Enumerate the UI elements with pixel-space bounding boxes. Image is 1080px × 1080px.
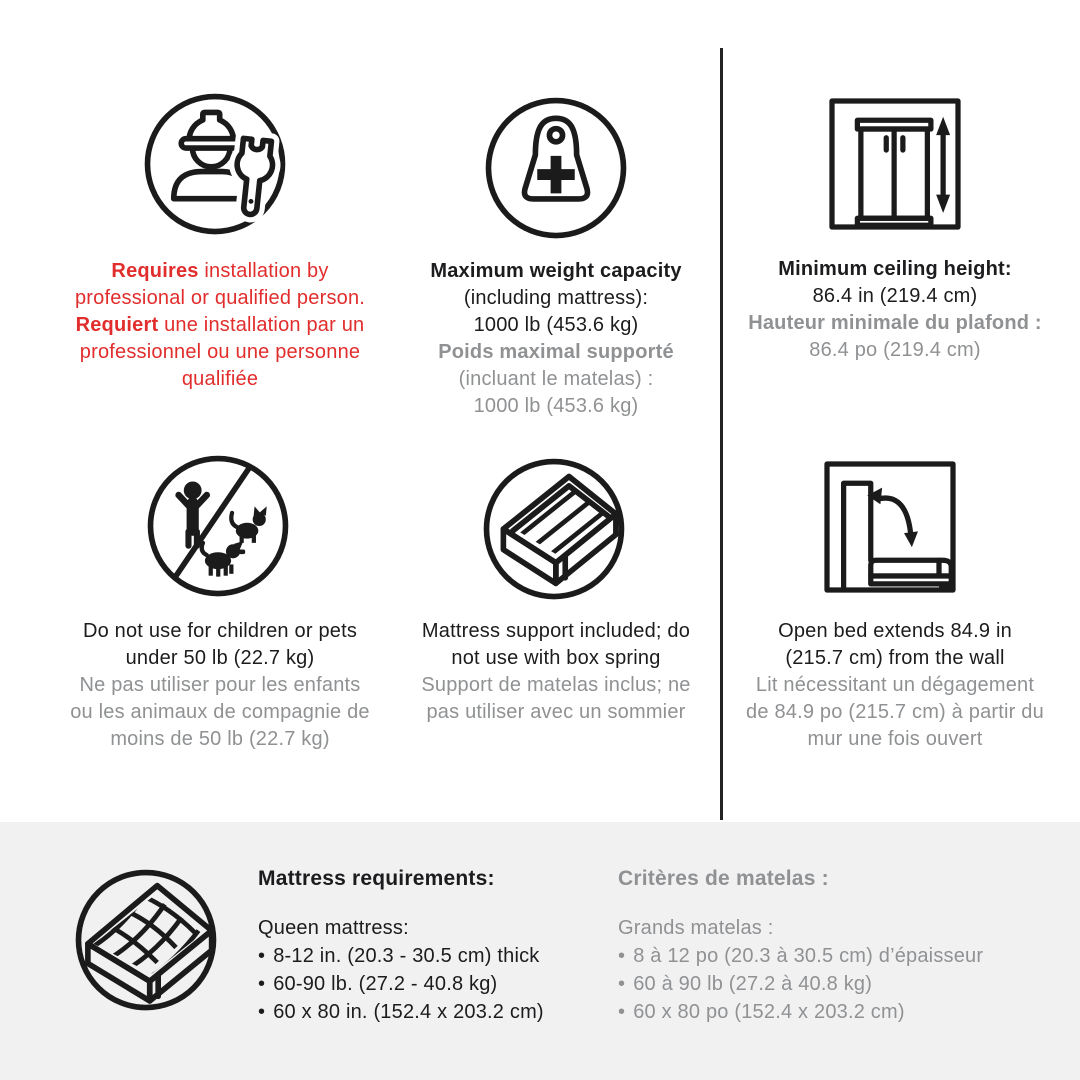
weight-fr-line3: 1000 lb (453.6 kg): [473, 395, 639, 417]
panel-weight-capacity: [384, 258, 728, 420]
mattress-requirements-fr: [618, 866, 1068, 1026]
list-item: [618, 942, 1068, 970]
panel-open-bed: [718, 618, 1072, 753]
install-fr-bold: Requiert: [75, 314, 159, 336]
ceiling-en-line2: 86.4 in (219.4 cm): [812, 285, 978, 307]
support-fr-line1: Support de matelas inclus; ne: [421, 674, 691, 696]
list-item: [258, 942, 608, 970]
openbed-fr-line3: mur une fois ouvert: [807, 728, 983, 750]
openbed-en-line1: Open bed extends 84.9 in: [778, 620, 1012, 642]
children-en-line1: Do not use for children or pets: [82, 620, 358, 642]
children-en-line2: under 50 lb (22.7 kg): [125, 647, 315, 669]
list-item: [618, 970, 1068, 998]
mattress-requirements-list-en: [258, 942, 608, 1026]
requirement-thickness-fr: 8 à 12 po (20.3 à 30.5 cm) d’épaisseur: [633, 945, 984, 967]
install-en-line2: professional or qualified person.: [74, 287, 366, 309]
install-en-line1: installation by: [198, 260, 329, 282]
panel-ceiling-height: [720, 256, 1070, 364]
support-en-line2: not use with box spring: [451, 647, 661, 669]
install-en-bold: Requires: [111, 260, 199, 282]
mattress-requirements-subtitle-en: Queen mattress:: [258, 917, 409, 939]
children-fr-line2: ou les animaux de compagnie de: [70, 701, 370, 723]
weight-plus-icon: [481, 93, 631, 243]
list-item: [258, 998, 608, 1026]
slatted-mattress-support-icon: [479, 454, 629, 604]
support-fr-line2: pas utiliser avec un sommier: [426, 701, 686, 723]
requirement-thickness-en: 8-12 in. (20.3 - 30.5 cm) thick: [273, 945, 540, 967]
no-children-pets-icon: [143, 451, 293, 601]
bullet-glyph: •: [258, 945, 266, 967]
ceiling-fr-line2: 86.4 po (219.4 cm): [809, 339, 981, 361]
mattress-requirements-subtitle-fr: Grands matelas :: [618, 917, 774, 939]
mattress-requirements-section: [0, 822, 1080, 1080]
ceiling-en-title: Minimum ceiling height:: [778, 258, 1012, 280]
list-item: [618, 998, 1068, 1026]
requirement-weight-en: 60-90 lb. (27.2 - 40.8 kg): [273, 973, 498, 995]
worker-wrench-icon: [140, 89, 290, 239]
mattress-requirements-list-fr: [618, 942, 1068, 1026]
bullet-glyph: •: [618, 945, 626, 967]
install-fr-line2: professionnel ou une personne: [79, 341, 361, 363]
panel-mattress-support: [384, 618, 728, 726]
bullet-glyph: •: [618, 1001, 626, 1023]
quilted-mattress-icon: [71, 865, 221, 1015]
mattress-requirements-title-en: Mattress requirements:: [258, 867, 495, 890]
mattress-requirements-en: [258, 866, 608, 1026]
weight-fr-line2: (incluant le matelas) :: [458, 368, 654, 390]
openbed-en-line2: (215.7 cm) from the wall: [785, 647, 1005, 669]
weight-en-title: Maximum weight capacity: [430, 260, 682, 282]
mattress-requirements-title-fr: Critères de matelas :: [618, 867, 829, 890]
ceiling-height-arrow-icon: [825, 94, 965, 234]
murphy-bed-open-icon: [820, 457, 960, 597]
children-fr-line1: Ne pas utiliser pour les enfants: [79, 674, 361, 696]
openbed-fr-line1: Lit nécessitant un dégagement: [755, 674, 1035, 696]
weight-en-line3: 1000 lb (453.6 kg): [473, 314, 639, 336]
bullet-glyph: •: [258, 973, 266, 995]
bullet-glyph: •: [618, 973, 626, 995]
requirement-weight-fr: 60 à 90 lb (27.2 à 40.8 kg): [633, 973, 873, 995]
openbed-fr-line2: de 84.9 po (215.7 cm) à partir du: [746, 701, 1044, 723]
weight-fr-title: Poids maximal supporté: [438, 341, 674, 363]
install-fr-line3: qualifiée: [181, 368, 259, 390]
list-item: [258, 970, 608, 998]
panel-no-children-pets: [42, 618, 398, 753]
install-fr-line1: une installation par un: [158, 314, 365, 336]
children-fr-line3: moins de 50 lb (22.7 kg): [110, 728, 330, 750]
support-en-line1: Mattress support included; do: [421, 620, 691, 642]
bullet-glyph: •: [258, 1001, 266, 1023]
requirement-size-en: 60 x 80 in. (152.4 x 203.2 cm): [273, 1001, 544, 1023]
panel-installation: [42, 258, 398, 393]
requirement-size-fr: 60 x 80 po (152.4 x 203.2 cm): [633, 1001, 905, 1023]
ceiling-fr-title: Hauteur minimale du plafond :: [748, 312, 1042, 334]
weight-en-line2: (including mattress):: [463, 287, 649, 309]
